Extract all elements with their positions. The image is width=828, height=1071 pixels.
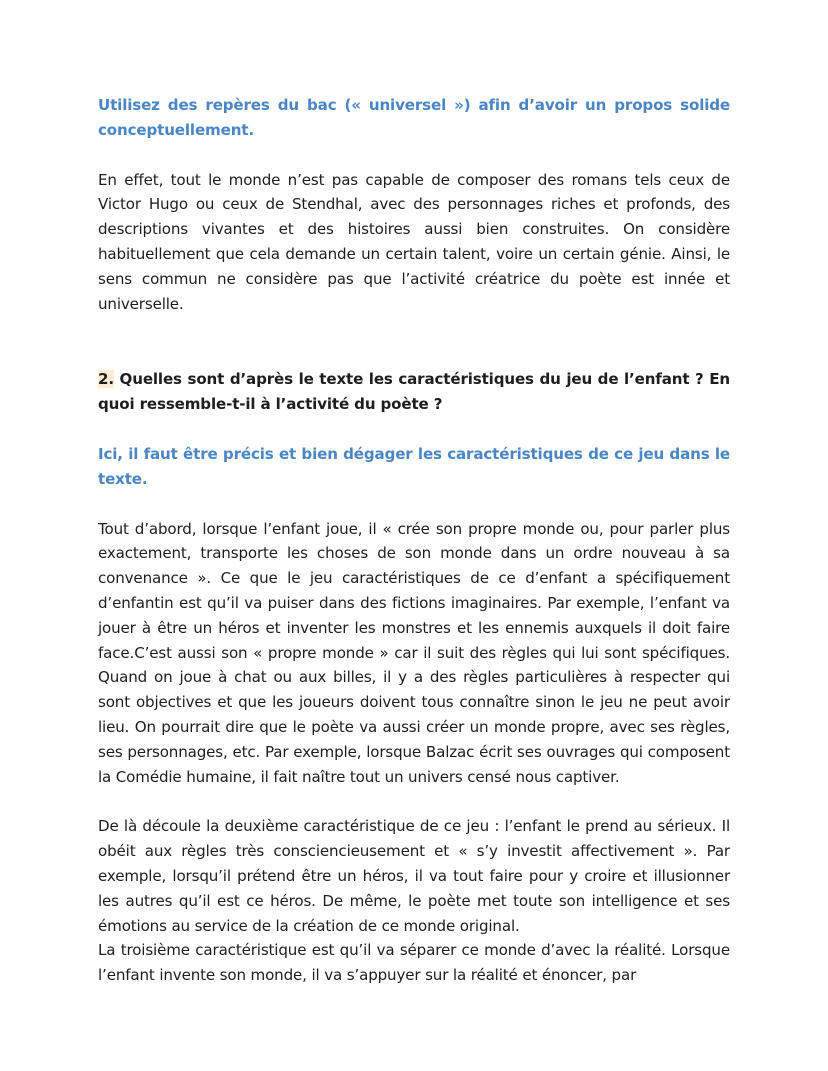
document-page bbox=[98, 93, 730, 988]
paragraph-second-characteristic: De là découle la deuxième caractéristique de ce jeu : l’enfant le prend au sérieux. Il obéit aux règles très consciencieusement et « s’y investit affectivement ». Par exemple, lorsqu’il prétend être un héros, il va tout faire pour y croire et illusionner les autres qu’il est ce héros. De même, le poète met toute son intelligence et ses émotions au service de la création de ce monde original. bbox=[98, 817, 730, 935]
question-2 bbox=[98, 367, 730, 417]
paragraph-child-creates-world: Tout d’abord, lorsque l’enfant joue, il « crée son propre monde ou, pour parler plus exactement, transporte les choses de son monde dans un ordre nouveau à sa convenance ». Ce que le jeu caractéristiques de ce d’enfant a spécifiquement d’enfantin est qu’il va puiser dans des fictions imaginaires. Par exemple, l’enfant va jouer à être un héros et inventer les monstres et les ennemis auxquels il doit faire face.C’est aussi son « propre monde » car il suit des règles qui lui sont spécifiques. Quand on joue à chat ou aux billes, il y a des règles particulières à respecter qui sont objectives et que les joueurs doivent tous connaître sinon le jeu ne peut avoir lieu. On pourrait dire que le poète va aussi créer un monde propre, avec ses règles, ses personnages, etc. Par exemple, lorsque Balzac écrit ses ouvrages qui composent la Comédie humaine, il fait naître tout un univers censé nous captiver. bbox=[98, 519, 730, 786]
question-text: Quelles sont d’après le texte les caractéristiques du jeu de l’enfant ? En quoi ressemble-t-il à l’activité du poète ? bbox=[98, 370, 730, 414]
question-number: 2. bbox=[98, 370, 114, 389]
hint-be-precise: Ici, il faut être précis et bien dégager les caractéristiques de ce jeu dans le texte. bbox=[98, 444, 730, 488]
paragraph-third-characteristic: La troisième caractéristique est qu’il va séparer ce monde d’avec la réalité. Lorsque l’enfant invente son monde, il va s’appuyer sur la réalité et énoncer, par bbox=[98, 941, 730, 985]
paragraph-poet-talent: En effet, tout le monde n’est pas capable de composer des romans tels ceux de Victor Hugo ou ceux de Stendhal, avec des personnages riches et profonds, des descriptions vivantes et des histoires aussi bien construites. On considère habituellement que cela demande un certain talent, voire un certain génie. Ainsi, le sens commun ne considère pas que l’activité créatrice du poète est innée et universelle. bbox=[98, 170, 730, 313]
hint-universal-references: Utilisez des repères du bac (« universel ») afin d’avoir un propos solide conceptuellement. bbox=[98, 96, 730, 139]
